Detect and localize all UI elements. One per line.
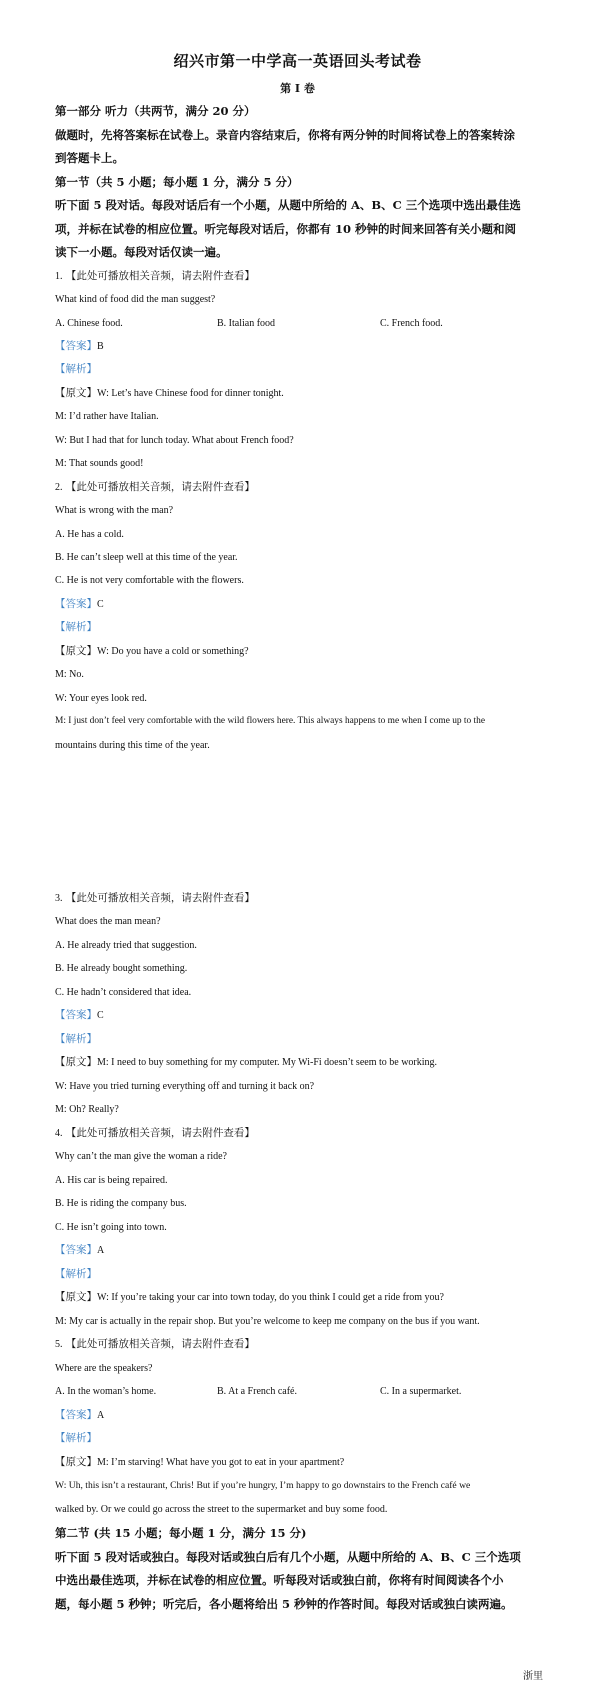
answer-label: 【答案】 (55, 340, 97, 352)
question-number: 1. (55, 271, 63, 282)
instruction-line-2: 到答题卡上。 (55, 151, 124, 165)
audio-note[interactable]: 【此处可播放相关音频，请去附件查看】 (65, 481, 255, 493)
question-1-transcript-4: M: That sounds good! (55, 458, 144, 469)
question-2-transcript-3: W: Your eyes look red. (55, 693, 147, 704)
question-4-option-c: C. He isn’t going into town. (55, 1222, 167, 1233)
question-5-audio (55, 1338, 545, 1351)
answer-value: A (97, 1245, 105, 1256)
question-2-transcript-1: 【原文】W: Do you have a cold or something? (55, 645, 249, 657)
question-2-option-c: C. He is not very comfortable with the flowers. (55, 575, 244, 586)
question-number: 4. (55, 1128, 63, 1139)
question-3-transcript-1: 【原文】M: I need to buy something for my computer. My Wi-Fi doesn’t seem to be working. (55, 1056, 438, 1068)
question-5-transcript-1: 【原文】M: I’m starving! What have you got to eat in your apartment? (55, 1456, 345, 1468)
section1-instruction-3: 读下一小题。每段对话仅读一遍。 (55, 245, 228, 259)
question-3-text: What does the man mean? (55, 916, 161, 927)
question-2-answer (55, 598, 545, 611)
question-number: 2. (55, 482, 63, 493)
question-5-transcript-3: walked by. Or we could go across the street to the supermarket and buy some food. (55, 1504, 388, 1515)
volume-label: 第 I 卷 (280, 82, 315, 95)
question-2-option-b: B. He can’t sleep well at this time of the year. (55, 552, 238, 563)
question-3-analysis: 【解析】 (55, 1033, 97, 1045)
section2-heading: 第二节 (共 15 小题；每小题 1 分，满分 15 分) (55, 1526, 307, 1540)
section2-instruction-1: 听下面 5 段对话或独白。每段对话或独白后有几个小题，从题中所给的 A、B、C 三个选项 (55, 1550, 521, 1564)
section2-instruction-3: 题，每小题 5 秒钟；听完后，各小题将给出 5 秒钟的作答时间。每段对话或独白读两遍。 (55, 1597, 513, 1611)
question-3-option-a: A. He already tried that suggestion. (55, 940, 197, 951)
answer-value: C (97, 1010, 104, 1021)
exam-title: 绍兴市第一中学高一英语回头考试卷 (173, 52, 422, 70)
audio-note[interactable]: 【此处可播放相关音频，请去附件查看】 (65, 270, 255, 282)
question-1-audio (55, 270, 545, 283)
question-4-audio (55, 1127, 545, 1140)
page-footer: 浙里 (523, 1671, 543, 1682)
question-4-transcript-2: M: My car is actually in the repair shop. But you’re welcome to keep me company on the bus if you want. (55, 1316, 480, 1327)
answer-value: B (97, 341, 104, 352)
answer-value: A (97, 1410, 105, 1421)
question-5-analysis: 【解析】 (55, 1432, 97, 1444)
question-2-analysis: 【解析】 (55, 621, 97, 633)
question-1-transcript-1: 【原文】W: Let’s have Chinese food for dinner tonight. (55, 387, 284, 399)
question-5-transcript-2: W: Uh, this isn’t a restaurant, Chris! But if you’re hungry, I’m happy to go downstairs to the French café we (55, 1480, 471, 1491)
question-3-transcript-2: W: Have you tried turning everything off and turning it back on? (55, 1081, 315, 1092)
answer-label: 【答案】 (55, 1409, 97, 1421)
original-label: 【原文】 (55, 645, 97, 657)
answer-label: 【答案】 (55, 1009, 97, 1021)
question-1-option-a: A. Chinese food. (55, 318, 123, 329)
question-4-option-a: A. His car is being repaired. (55, 1175, 168, 1186)
question-5-text: Where are the speakers? (55, 1363, 153, 1374)
audio-note[interactable]: 【此处可播放相关音频，请去附件查看】 (65, 1127, 255, 1139)
question-4-option-b: B. He is riding the company bus. (55, 1198, 187, 1209)
section2-instruction-2: 中选出最佳选项，并标在试卷的相应位置。听每段对话或独白前，你将有时间阅读各个小 (55, 1573, 504, 1587)
question-4-transcript-1: 【原文】W: If you’re taking your car into town today, do you think I could get a ride from you? (55, 1291, 444, 1303)
section1-instruction-1: 听下面 5 段对话。每段对话后有一个小题，从题中所给的 A、B、C 三个选项中选出最佳选 (55, 198, 521, 212)
original-label: 【原文】 (55, 1056, 97, 1068)
question-3-answer (55, 1009, 545, 1022)
question-4-text: Why can’t the man give the woman a ride? (55, 1151, 227, 1162)
question-1-answer (55, 340, 545, 353)
original-label: 【原文】 (55, 1291, 97, 1303)
question-number: 3. (55, 893, 63, 904)
original-label: 【原文】 (55, 387, 97, 399)
question-3-transcript-3: M: Oh? Really? (55, 1104, 119, 1115)
question-5-option-c: C. In a supermarket. (380, 1386, 462, 1397)
instruction-line-1: 做题时，先将答案标在试卷上。录音内容结束后，你将有两分钟的时间将试卷上的答案转涂 (55, 128, 515, 142)
section1-instruction-2: 项，并标在试卷的相应位置。听完每段对话后，你都有 10 秒钟的时间来回答有关小题和阅 (55, 222, 517, 236)
question-3-audio (55, 892, 545, 905)
audio-note[interactable]: 【此处可播放相关音频，请去附件查看】 (65, 892, 255, 904)
question-1-text: What kind of food did the man suggest? (55, 294, 216, 305)
question-5-option-a: A. In the woman’s home. (55, 1386, 157, 1397)
question-4-analysis: 【解析】 (55, 1268, 97, 1280)
answer-label: 【答案】 (55, 598, 97, 610)
question-2-text: What is wrong with the man? (55, 505, 174, 516)
answer-value: C (97, 599, 104, 610)
question-2-audio (55, 481, 545, 494)
question-1-transcript-2: M: I’d rather have Italian. (55, 411, 159, 422)
question-3-option-c: C. He hadn’t considered that idea. (55, 987, 192, 998)
audio-note[interactable]: 【此处可播放相关音频，请去附件查看】 (65, 1338, 255, 1350)
question-1-option-b: B. Italian food (217, 318, 276, 329)
question-2-option-a: A. He has a cold. (55, 529, 124, 540)
section1-heading: 第一节（共 5 小题；每小题 1 分，满分 5 分） (55, 175, 299, 189)
question-2-transcript-5: mountains during this time of the year. (55, 740, 210, 751)
question-5-option-b: B. At a French café. (217, 1386, 297, 1397)
question-number: 5. (55, 1339, 63, 1350)
answer-label: 【答案】 (55, 1244, 97, 1256)
question-5-answer (55, 1409, 545, 1422)
question-2-transcript-2: M: No. (55, 669, 84, 680)
question-1-option-c: C. French food. (380, 318, 443, 329)
question-4-answer (55, 1244, 545, 1257)
part-heading: 第一部分 听力（共两节，满分 20 分） (55, 104, 256, 118)
original-label: 【原文】 (55, 1456, 97, 1468)
question-1-analysis: 【解析】 (55, 363, 97, 375)
question-2-transcript-4: M: I just don’t feel very comfortable with the wild flowers here. This always happens to me when I come up to the (55, 716, 486, 726)
question-1-transcript-3: W: But I had that for lunch today. What about French food? (55, 435, 294, 446)
question-3-option-b: B. He already bought something. (55, 963, 188, 974)
